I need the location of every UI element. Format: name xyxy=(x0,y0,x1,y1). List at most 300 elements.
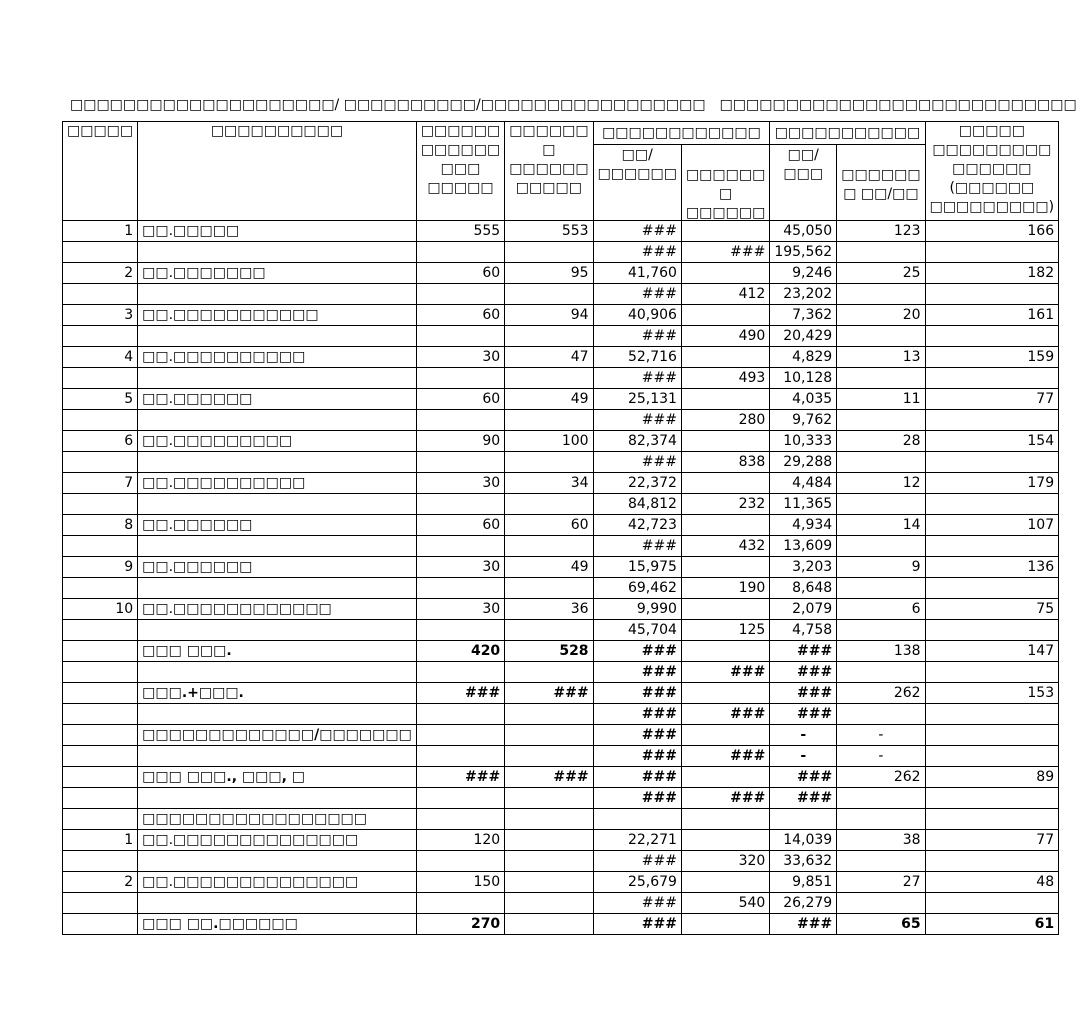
cell-group-2-sub-2: 65 xyxy=(837,914,925,935)
cell-last xyxy=(925,893,1059,914)
table-row xyxy=(63,809,1059,830)
cell-group-1-sub-2 xyxy=(681,641,769,662)
cell-col-a: 555 xyxy=(416,221,504,242)
cell-last: 147 xyxy=(925,641,1059,662)
cell-group-2-sub-2 xyxy=(837,893,925,914)
cell-group-1-sub-1: ### xyxy=(593,536,681,557)
cell-name: □□□ □□□. xyxy=(138,641,417,662)
cell-group-2-sub-2 xyxy=(837,578,925,599)
cell-col-b: 100 xyxy=(505,431,593,452)
cell-last: 159 xyxy=(925,347,1059,368)
table-row xyxy=(63,536,1059,557)
cell-group-2-sub-1: 4,484 xyxy=(770,473,837,494)
cell-col-a: 60 xyxy=(416,263,504,284)
cell-group-1-sub-1: 9,990 xyxy=(593,599,681,620)
cell-col-b xyxy=(505,242,593,263)
cell-group-1-sub-1: 42,723 xyxy=(593,515,681,536)
cell-no: 2 xyxy=(63,263,138,284)
cell-group-2-sub-1 xyxy=(770,809,837,830)
cell-name: □□.□□□□□□ xyxy=(138,557,417,578)
cell-col-a: 120 xyxy=(416,830,504,851)
cell-col-a xyxy=(416,578,504,599)
cell-col-b xyxy=(505,326,593,347)
cell-no xyxy=(63,641,138,662)
cell-col-a: 420 xyxy=(416,641,504,662)
cell-group-1-sub-2 xyxy=(681,725,769,746)
cell-last: 107 xyxy=(925,515,1059,536)
cell-col-a xyxy=(416,242,504,263)
cell-last: 179 xyxy=(925,473,1059,494)
cell-last xyxy=(925,662,1059,683)
cell-col-a xyxy=(416,494,504,515)
cell-group-2-sub-2 xyxy=(837,284,925,305)
cell-name: □□.□□□□□□□□□□ xyxy=(138,347,417,368)
cell-name: □□.□□□□□□□□□□□ xyxy=(138,305,417,326)
cell-name: □□.□□□□□ xyxy=(138,221,417,242)
cell-col-b xyxy=(505,725,593,746)
cell-group-2-sub-1: 45,050 xyxy=(770,221,837,242)
cell-name: □□.□□□□□□ xyxy=(138,389,417,410)
cell-group-1-sub-1: ### xyxy=(593,368,681,389)
cell-name: □□.□□□□□□ xyxy=(138,515,417,536)
cell-group-1-sub-1: ### xyxy=(593,893,681,914)
cell-group-1-sub-1: ### xyxy=(593,683,681,704)
cell-group-2-sub-1: 4,829 xyxy=(770,347,837,368)
cell-group-2-sub-2: 14 xyxy=(837,515,925,536)
table-row xyxy=(63,830,1059,851)
cell-group-2-sub-1: 4,934 xyxy=(770,515,837,536)
table-row xyxy=(63,263,1059,284)
table-row xyxy=(63,641,1059,662)
cell-name xyxy=(138,368,417,389)
cell-name: □□.□□□□□□□□□□□□□□ xyxy=(138,830,417,851)
cell-group-1-sub-1: ### xyxy=(593,221,681,242)
cell-group-2-sub-2 xyxy=(837,326,925,347)
table-row xyxy=(63,557,1059,578)
cell-last: 77 xyxy=(925,389,1059,410)
cell-col-a xyxy=(416,620,504,641)
cell-group-1-sub-1: ### xyxy=(593,788,681,809)
cell-no: 10 xyxy=(63,599,138,620)
cell-last: 153 xyxy=(925,683,1059,704)
cell-col-b: 60 xyxy=(505,515,593,536)
cell-group-1-sub-1: ### xyxy=(593,410,681,431)
cell-col-b: ### xyxy=(505,767,593,788)
cell-name xyxy=(138,410,417,431)
cell-last xyxy=(925,368,1059,389)
cell-group-2-sub-2 xyxy=(837,620,925,641)
cell-name: □□.□□□□□□□□□□□□ xyxy=(138,599,417,620)
cell-group-1-sub-2: 432 xyxy=(681,536,769,557)
cell-last: 89 xyxy=(925,767,1059,788)
table-row xyxy=(63,767,1059,788)
cell-group-1-sub-2 xyxy=(681,347,769,368)
cell-col-b xyxy=(505,410,593,431)
cell-group-1-sub-1: ### xyxy=(593,914,681,935)
cell-group-2-sub-1: 9,851 xyxy=(770,872,837,893)
cell-col-a xyxy=(416,725,504,746)
cell-group-2-sub-1: - xyxy=(770,746,837,767)
cell-group-2-sub-1: ### xyxy=(770,704,837,725)
cell-no xyxy=(63,410,138,431)
cell-name xyxy=(138,893,417,914)
cell-last: 61 xyxy=(925,914,1059,935)
cell-col-b: 95 xyxy=(505,263,593,284)
cell-group-1-sub-1: ### xyxy=(593,725,681,746)
cell-last: 75 xyxy=(925,599,1059,620)
cell-no xyxy=(63,788,138,809)
cell-name xyxy=(138,284,417,305)
cell-col-b xyxy=(505,851,593,872)
cell-group-2-sub-2: 20 xyxy=(837,305,925,326)
cell-no xyxy=(63,662,138,683)
cell-name xyxy=(138,536,417,557)
cell-group-2-sub-2 xyxy=(837,662,925,683)
cell-col-a xyxy=(416,536,504,557)
cell-group-2-sub-1: ### xyxy=(770,788,837,809)
cell-group-1-sub-1: 25,131 xyxy=(593,389,681,410)
cell-col-a: 90 xyxy=(416,431,504,452)
cell-group-2-sub-2: 262 xyxy=(837,767,925,788)
cell-col-b xyxy=(505,830,593,851)
cell-last: 182 xyxy=(925,263,1059,284)
cell-group-2-sub-2 xyxy=(837,494,925,515)
cell-group-1-sub-2 xyxy=(681,221,769,242)
cell-group-2-sub-2: 25 xyxy=(837,263,925,284)
cell-no xyxy=(63,494,138,515)
cell-group-1-sub-1: 45,704 xyxy=(593,620,681,641)
sheet-title-part-1: □□□□□□□□□□□□□□□□□□□□/ □□□□□□□□□□/□□□□□□□□□□□□□□□□□ xyxy=(70,97,706,113)
cell-group-2-sub-1: 23,202 xyxy=(770,284,837,305)
cell-last xyxy=(925,536,1059,557)
cell-group-1-sub-2: 490 xyxy=(681,326,769,347)
cell-group-1-sub-2 xyxy=(681,914,769,935)
cell-no xyxy=(63,536,138,557)
cell-col-a xyxy=(416,368,504,389)
cell-no xyxy=(63,893,138,914)
cell-no: 9 xyxy=(63,557,138,578)
cell-group-2-sub-1: 2,079 xyxy=(770,599,837,620)
cell-col-a xyxy=(416,704,504,725)
cell-no xyxy=(63,851,138,872)
cell-group-1-sub-2 xyxy=(681,389,769,410)
cell-last xyxy=(925,410,1059,431)
cell-group-1-sub-2: 320 xyxy=(681,851,769,872)
cell-no: 6 xyxy=(63,431,138,452)
cell-group-2-sub-1: 10,128 xyxy=(770,368,837,389)
cell-group-2-sub-1: 20,429 xyxy=(770,326,837,347)
cell-no xyxy=(63,620,138,641)
cell-group-2-sub-2: 13 xyxy=(837,347,925,368)
cell-col-b: 47 xyxy=(505,347,593,368)
table-row xyxy=(63,473,1059,494)
cell-name: □□.□□□□□□□□□ xyxy=(138,431,417,452)
cell-group-2-sub-1: 33,632 xyxy=(770,851,837,872)
cell-group-2-sub-2 xyxy=(837,452,925,473)
cell-group-1-sub-1: 15,975 xyxy=(593,557,681,578)
cell-last xyxy=(925,284,1059,305)
cell-group-2-sub-1: 10,333 xyxy=(770,431,837,452)
cell-group-2-sub-1: 3,203 xyxy=(770,557,837,578)
cell-group-1-sub-1: 41,760 xyxy=(593,263,681,284)
cell-col-b xyxy=(505,914,593,935)
cell-group-2-sub-2: - xyxy=(837,746,925,767)
cell-group-2-sub-2 xyxy=(837,242,925,263)
cell-group-1-sub-1: ### xyxy=(593,746,681,767)
cell-col-b: 49 xyxy=(505,557,593,578)
cell-no: 7 xyxy=(63,473,138,494)
cell-name: □□□ □□.□□□□□□ xyxy=(138,914,417,935)
cell-col-b xyxy=(505,452,593,473)
cell-no xyxy=(63,452,138,473)
cell-group-1-sub-2 xyxy=(681,872,769,893)
table-row xyxy=(63,347,1059,368)
table-row xyxy=(63,431,1059,452)
cell-group-2-sub-2 xyxy=(837,851,925,872)
cell-last xyxy=(925,704,1059,725)
header-last: □□□□□ □□□□□□□□□ □□□□□□ (□□□□□□ □□□□□□□□□) xyxy=(925,122,1059,221)
cell-group-1-sub-2: 412 xyxy=(681,284,769,305)
cell-name xyxy=(138,326,417,347)
cell-group-1-sub-2: 125 xyxy=(681,620,769,641)
cell-group-2-sub-2: - xyxy=(837,725,925,746)
cell-col-b xyxy=(505,788,593,809)
header-group-1: □□□□□□□□□□□□ xyxy=(593,122,770,145)
cell-group-2-sub-1: 13,609 xyxy=(770,536,837,557)
cell-col-a: 30 xyxy=(416,599,504,620)
cell-col-b: 34 xyxy=(505,473,593,494)
cell-no xyxy=(63,284,138,305)
cell-name xyxy=(138,662,417,683)
cell-group-1-sub-2: ### xyxy=(681,242,769,263)
cell-group-1-sub-2 xyxy=(681,431,769,452)
header-group-1-sub-1: □□/ □□□□□□ xyxy=(593,145,681,221)
cell-last xyxy=(925,851,1059,872)
cell-no: 5 xyxy=(63,389,138,410)
table-row xyxy=(63,704,1059,725)
cell-name xyxy=(138,452,417,473)
header-col-b: □□□□□□ □ □□□□□□ □□□□□ xyxy=(505,122,593,221)
cell-group-2-sub-1: ### xyxy=(770,683,837,704)
sheet-title xyxy=(70,96,1077,114)
cell-group-1-sub-2 xyxy=(681,305,769,326)
table-row xyxy=(63,242,1059,263)
header-group-2: □□□□□□□□□□□ xyxy=(770,122,925,145)
cell-group-1-sub-1: 84,812 xyxy=(593,494,681,515)
cell-group-1-sub-1: 52,716 xyxy=(593,347,681,368)
table-row xyxy=(63,389,1059,410)
cell-group-1-sub-1: ### xyxy=(593,767,681,788)
cell-group-1-sub-1: ### xyxy=(593,641,681,662)
cell-group-1-sub-2: ### xyxy=(681,662,769,683)
cell-group-1-sub-2: ### xyxy=(681,704,769,725)
cell-last xyxy=(925,578,1059,599)
cell-last xyxy=(925,494,1059,515)
cell-group-1-sub-1: 25,679 xyxy=(593,872,681,893)
cell-name: □□.□□□□□□□□□□□□□□ xyxy=(138,872,417,893)
cell-last xyxy=(925,326,1059,347)
table-row xyxy=(63,725,1059,746)
cell-group-2-sub-2: 138 xyxy=(837,641,925,662)
cell-group-1-sub-2: ### xyxy=(681,746,769,767)
cell-group-1-sub-2: 838 xyxy=(681,452,769,473)
cell-col-a: 30 xyxy=(416,347,504,368)
cell-no: 3 xyxy=(63,305,138,326)
cell-group-1-sub-2: 280 xyxy=(681,410,769,431)
cell-group-1-sub-2 xyxy=(681,830,769,851)
cell-group-2-sub-1: 26,279 xyxy=(770,893,837,914)
header-group-1-sub-2: □□□□□□ □ □□□□□□ xyxy=(681,145,769,221)
table-row xyxy=(63,368,1059,389)
header-no: □□□□□ xyxy=(63,122,138,221)
cell-col-a xyxy=(416,893,504,914)
cell-no: 2 xyxy=(63,872,138,893)
table-row xyxy=(63,305,1059,326)
sheet-title-part-2: □□□□□□□□□□□□□□□□□□□□□□□□□□□ xyxy=(719,97,1077,113)
cell-group-1-sub-2: ### xyxy=(681,788,769,809)
cell-name: □□.□□□□□□□ xyxy=(138,263,417,284)
cell-last: 136 xyxy=(925,557,1059,578)
cell-last xyxy=(925,746,1059,767)
cell-no xyxy=(63,914,138,935)
cell-col-b: 528 xyxy=(505,641,593,662)
cell-no xyxy=(63,368,138,389)
header-row-1 xyxy=(63,122,1059,145)
header-col-a: □□□□□□ □□□□□□ □□□ □□□□□ xyxy=(416,122,504,221)
cell-group-2-sub-2: 11 xyxy=(837,389,925,410)
cell-last: 48 xyxy=(925,872,1059,893)
cell-group-2-sub-1: - xyxy=(770,725,837,746)
cell-name: □□□□□□□□□□□□□□□□□ xyxy=(138,809,417,830)
cell-last: 161 xyxy=(925,305,1059,326)
cell-col-a: 30 xyxy=(416,557,504,578)
cell-group-2-sub-2: 6 xyxy=(837,599,925,620)
table-row xyxy=(63,578,1059,599)
cell-group-2-sub-2 xyxy=(837,809,925,830)
cell-col-a: ### xyxy=(416,767,504,788)
cell-group-2-sub-1: 9,246 xyxy=(770,263,837,284)
table-row xyxy=(63,515,1059,536)
cell-no xyxy=(63,242,138,263)
cell-group-1-sub-1: ### xyxy=(593,452,681,473)
cell-group-1-sub-2 xyxy=(681,515,769,536)
cell-group-2-sub-2 xyxy=(837,368,925,389)
cell-group-1-sub-1: ### xyxy=(593,326,681,347)
cell-col-a: 150 xyxy=(416,872,504,893)
cell-name: □□□□□□□□□□□□□/□□□□□□□ xyxy=(138,725,417,746)
table-row xyxy=(63,851,1059,872)
cell-name xyxy=(138,242,417,263)
cell-group-2-sub-1: ### xyxy=(770,662,837,683)
cell-name xyxy=(138,494,417,515)
cell-col-a: 60 xyxy=(416,305,504,326)
cell-name: □□□ □□□., □□□, □ xyxy=(138,767,417,788)
cell-col-a xyxy=(416,410,504,431)
cell-col-a xyxy=(416,851,504,872)
data-table xyxy=(62,121,1059,935)
cell-last xyxy=(925,242,1059,263)
cell-group-2-sub-2: 123 xyxy=(837,221,925,242)
cell-col-b xyxy=(505,368,593,389)
table-row xyxy=(63,284,1059,305)
cell-no xyxy=(63,767,138,788)
cell-group-1-sub-2: 190 xyxy=(681,578,769,599)
cell-no xyxy=(63,809,138,830)
cell-col-b xyxy=(505,746,593,767)
cell-name: □□□.+□□□. xyxy=(138,683,417,704)
table-row xyxy=(63,326,1059,347)
cell-group-2-sub-2 xyxy=(837,788,925,809)
cell-group-1-sub-1: 69,462 xyxy=(593,578,681,599)
cell-group-1-sub-1: 40,906 xyxy=(593,305,681,326)
cell-name xyxy=(138,704,417,725)
cell-col-a xyxy=(416,746,504,767)
cell-no: 4 xyxy=(63,347,138,368)
cell-col-a: 60 xyxy=(416,389,504,410)
table-row xyxy=(63,410,1059,431)
cell-col-b: 36 xyxy=(505,599,593,620)
cell-group-2-sub-1: 8,648 xyxy=(770,578,837,599)
cell-group-1-sub-2: 493 xyxy=(681,368,769,389)
cell-group-1-sub-2: 540 xyxy=(681,893,769,914)
cell-last xyxy=(925,725,1059,746)
cell-col-b xyxy=(505,809,593,830)
cell-last xyxy=(925,620,1059,641)
cell-last: 154 xyxy=(925,431,1059,452)
cell-col-b xyxy=(505,578,593,599)
table-row xyxy=(63,620,1059,641)
cell-group-2-sub-1: 195,562 xyxy=(770,242,837,263)
cell-group-1-sub-1: 82,374 xyxy=(593,431,681,452)
cell-group-1-sub-2 xyxy=(681,683,769,704)
cell-group-2-sub-1: ### xyxy=(770,767,837,788)
cell-col-b: 49 xyxy=(505,389,593,410)
cell-group-1-sub-1: ### xyxy=(593,242,681,263)
cell-group-1-sub-1 xyxy=(593,809,681,830)
cell-last xyxy=(925,809,1059,830)
table-row xyxy=(63,683,1059,704)
cell-group-2-sub-2: 262 xyxy=(837,683,925,704)
cell-group-1-sub-1: ### xyxy=(593,851,681,872)
cell-col-b xyxy=(505,893,593,914)
cell-no: 1 xyxy=(63,221,138,242)
cell-group-1-sub-1: 22,372 xyxy=(593,473,681,494)
cell-name xyxy=(138,620,417,641)
table-row xyxy=(63,221,1059,242)
cell-group-2-sub-1: ### xyxy=(770,641,837,662)
cell-col-a: 30 xyxy=(416,473,504,494)
table-row xyxy=(63,662,1059,683)
header-group-2-sub-2: □□□□□□ □ □□/□□ xyxy=(837,145,925,221)
cell-col-b: 94 xyxy=(505,305,593,326)
cell-last xyxy=(925,452,1059,473)
cell-group-1-sub-2 xyxy=(681,599,769,620)
table-row xyxy=(63,452,1059,473)
table-row xyxy=(63,872,1059,893)
cell-col-b xyxy=(505,872,593,893)
cell-group-2-sub-1: ### xyxy=(770,914,837,935)
cell-group-1-sub-2 xyxy=(681,767,769,788)
table-row xyxy=(63,746,1059,767)
cell-name xyxy=(138,578,417,599)
cell-no xyxy=(63,704,138,725)
cell-group-1-sub-2: 232 xyxy=(681,494,769,515)
cell-group-2-sub-2: 28 xyxy=(837,431,925,452)
cell-no xyxy=(63,578,138,599)
cell-no xyxy=(63,746,138,767)
cell-group-1-sub-2 xyxy=(681,557,769,578)
cell-group-2-sub-2: 12 xyxy=(837,473,925,494)
